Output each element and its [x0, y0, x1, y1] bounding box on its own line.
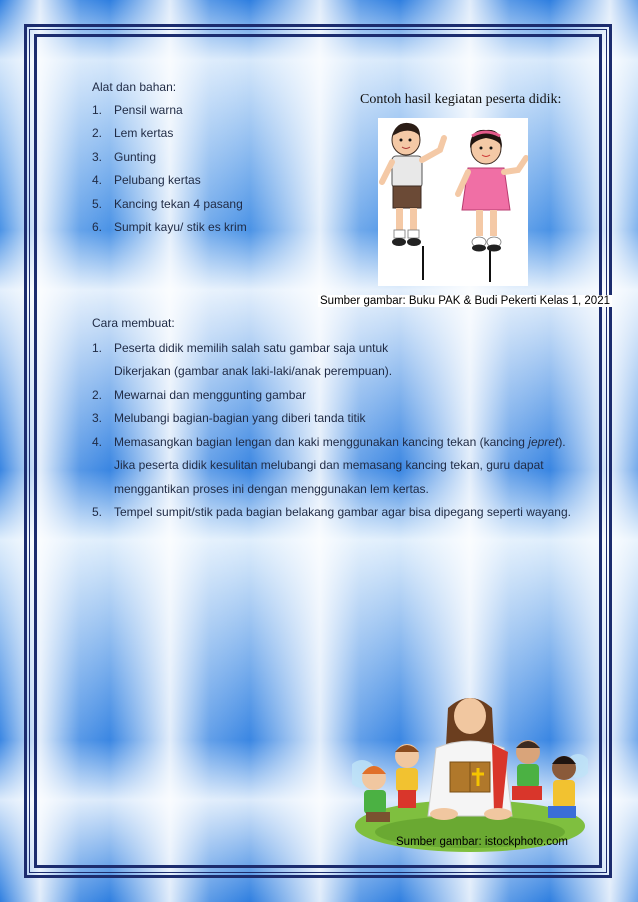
step-4-line-2: Jika peserta didik kesulitan melubangi dan memasang kancing tekan, guru dapat — [114, 458, 544, 472]
jesus-with-children-illustration — [352, 686, 588, 856]
step-2-text: Mewarnai dan menggunting gambar — [114, 388, 307, 402]
step-number: 5. — [92, 505, 103, 519]
materials-heading: Alat dan bahan: — [92, 80, 177, 94]
jesus-figure — [428, 698, 512, 820]
step-4-line-3: menggantikan proses ini dengan menggunakan lem kertas. — [114, 482, 429, 496]
step-3-text: Melubangi bagian-bagian yang diberi tanda titik — [114, 411, 366, 425]
step-number: 4. — [92, 435, 103, 449]
child-right-1 — [512, 740, 542, 800]
jesus-children-icon — [352, 686, 588, 856]
list-item: Kancing tekan 4 pasang — [114, 197, 243, 211]
steps-heading: Cara membuat: — [92, 316, 175, 330]
list-item: Lem kertas — [114, 126, 174, 140]
footer-image-source: Sumber gambar: istockphoto.com — [396, 836, 568, 848]
list-item-number: 1. — [92, 103, 103, 117]
step-number: 2. — [92, 388, 103, 402]
list-item-number: 3. — [92, 150, 103, 164]
step-4-line-1-end: ). — [558, 435, 566, 449]
child-right-2 — [548, 756, 576, 818]
list-item: Pelubang kertas — [114, 173, 201, 187]
list-item: Pensil warna — [114, 103, 183, 117]
list-item-number: 6. — [92, 220, 103, 234]
step-4-line-1 — [114, 435, 566, 449]
example-image-source: Sumber gambar: Buku PAK & Budi Pekerti Kelas 1, 2021 — [320, 295, 610, 307]
step-4-emphasis: jepret — [528, 435, 559, 449]
list-item: Gunting — [114, 150, 157, 164]
kids-puppet-illustration — [378, 118, 528, 286]
example-title: Contoh hasil kegiatan peserta didik: — [360, 92, 562, 107]
step-1-line-1: Peserta didik memilih salah satu gambar saja untuk — [114, 341, 389, 355]
kids-illustration-icon — [378, 118, 528, 286]
child-left-2 — [362, 766, 390, 822]
step-number: 3. — [92, 411, 103, 425]
child-left-1 — [395, 744, 419, 808]
step-4-line-1-text: Memasangkan bagian lengan dan kaki menggunakan kancing tekan (kancing — [114, 435, 529, 449]
list-item-number: 2. — [92, 126, 103, 140]
girl-figure — [458, 130, 526, 282]
list-item-number: 5. — [92, 197, 103, 211]
list-item: Sumpit kayu/ stik es krim — [114, 220, 247, 234]
list-item-number: 4. — [92, 173, 103, 187]
step-number: 1. — [92, 341, 103, 355]
step-1-line-2: Dikerjakan (gambar anak laki-laki/anak perempuan). — [114, 364, 393, 378]
boy-figure — [382, 123, 444, 280]
step-5-text: Tempel sumpit/stik pada bagian belakang gambar agar bisa dipegang seperti wayang. — [114, 505, 571, 519]
